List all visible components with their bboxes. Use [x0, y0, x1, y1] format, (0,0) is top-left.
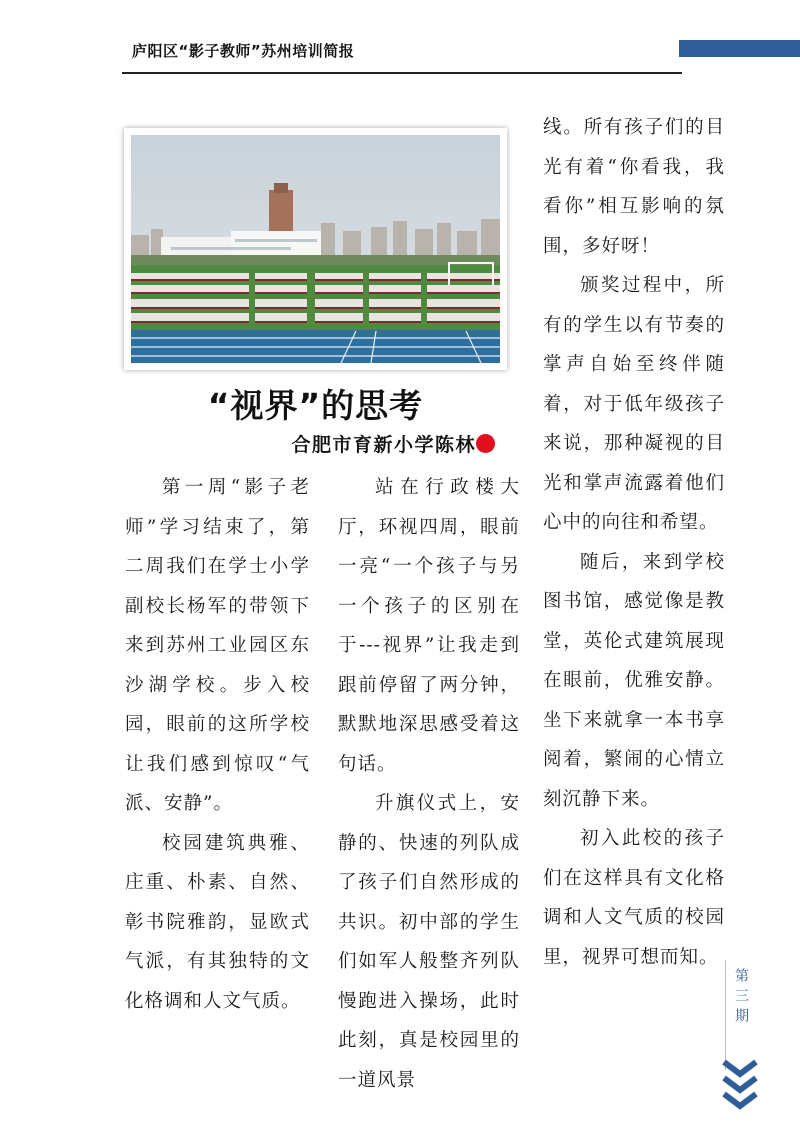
paragraph: 初入此校的孩子们在这样具有文化格调和人文气质的校园里，视界可想而知。 [543, 828, 725, 968]
article-photo [124, 128, 507, 370]
article-column-2 [338, 468, 520, 1100]
paragraph: 随后，来到学校图书馆，感觉像是教堂，英伦式建筑展现在眼前，优雅安静。坐下来就拿一本书享阅着，繁闹的心情立刻沉静下来。 [543, 551, 725, 810]
paragraph: 第一周“影子老师”学习结束了，第二周我们在学士小学副校长杨军的带领下来到苏州工业园区东沙湖学校。步入校园，眼前的这所学校让我们感到惊叹“气派、安静”。 [125, 477, 310, 814]
article-column-1 [125, 468, 310, 1021]
schoolyard-assembly-photo [131, 135, 500, 363]
byline-red-dot [476, 434, 495, 453]
header-accent-bar [679, 40, 800, 57]
paragraph: 升旗仪式上，安静的、快速的列队成了孩子们自然形成的共识。初中部的学生们如军人般整齐列队慢跑进入操场，此时此刻，真是校园里的一道风景 [338, 793, 520, 1091]
issue-number: 第三期 [733, 968, 749, 1028]
header-divider [122, 72, 682, 74]
issue-divider [725, 960, 726, 1070]
paragraph: 颁奖过程中，所有的学生以有节奏的掌声自始至终伴随着，对于低年级孩子来说，那种凝视的目光和掌声流露着他们心中的向往和希望。 [543, 275, 725, 533]
article-column-3 [543, 108, 725, 977]
article-byline: 合肥市育新小学陈林 [291, 434, 476, 456]
paragraph: 站在行政楼大厅，环视四周，眼前一亮“一个孩子与另一个孩子的区别在于---视界”让我走到跟前停留了两分钟，默默地深思感受着这句话。 [338, 477, 520, 775]
paragraph: 校园建筑典雅、庄重、朴素、自然、彰书院雅韵，显欧式气派，有其独特的文化格调和人文气质。 [125, 832, 310, 1012]
chevron-down-icon [720, 1058, 760, 1114]
newsletter-title: 庐阳区“影子教师”苏州培训简报 [132, 42, 355, 60]
article-title: “视界”的思考 [207, 386, 424, 425]
paragraph-continuation: 线。所有孩子们的目光有着“你看我，我看你”相互影响的氛围，多好呀！ [543, 117, 725, 257]
